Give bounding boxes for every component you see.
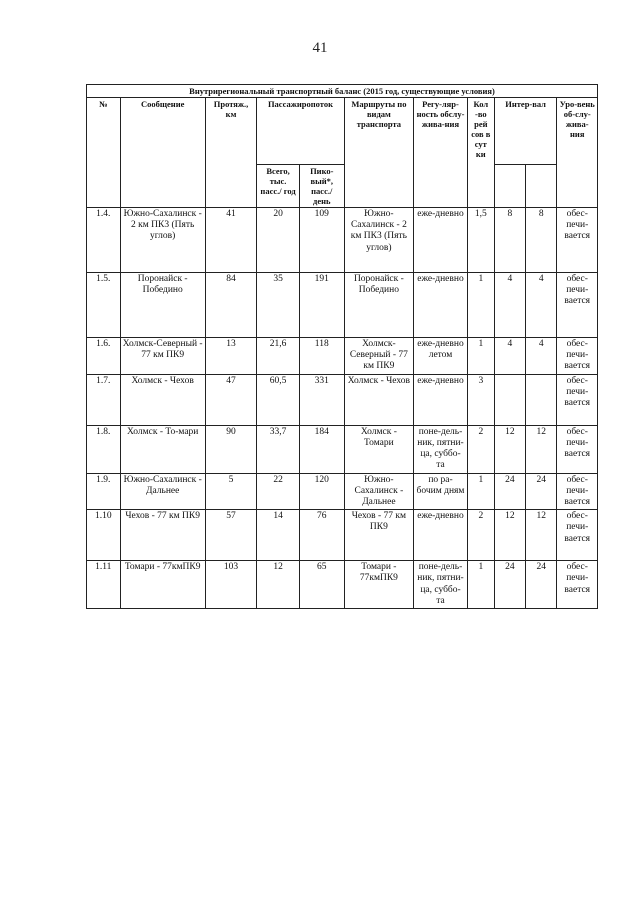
cell-connection: Поронайск - Победино (120, 273, 205, 338)
cell-peak: 65 (299, 561, 344, 609)
cell-trips: 1 (467, 473, 494, 510)
table-row (87, 510, 598, 561)
header-total: Всего, тыс. пасс./ год (257, 165, 300, 208)
cell-route: Южно-Сахалинск - Дальнее (344, 473, 413, 510)
cell-service: обес-печи-вается (557, 273, 598, 338)
cell-num: 1.8. (87, 425, 121, 473)
cell-interval-b (526, 374, 557, 425)
cell-trips: 1 (467, 561, 494, 609)
cell-interval-a (494, 374, 525, 425)
cell-length: 103 (205, 561, 257, 609)
cell-connection: Чехов - 77 км ПК9 (120, 510, 205, 561)
cell-connection: Холмск - То-мари (120, 425, 205, 473)
transport-balance-table (86, 84, 598, 609)
cell-regularity: поне-дель-ник, пятни-ца, суббо-та (414, 425, 468, 473)
cell-peak: 331 (299, 374, 344, 425)
cell-connection: Холмск-Северный - 77 км ПК9 (120, 338, 205, 375)
cell-total: 22 (257, 473, 300, 510)
cell-interval-b: 8 (526, 208, 557, 273)
cell-interval-a: 12 (494, 425, 525, 473)
cell-total: 12 (257, 561, 300, 609)
cell-num: 1.5. (87, 273, 121, 338)
cell-service: обес-печи-вается (557, 208, 598, 273)
cell-trips: 1 (467, 273, 494, 338)
cell-total: 14 (257, 510, 300, 561)
cell-num: 1.10 (87, 510, 121, 561)
cell-total: 21,6 (257, 338, 300, 375)
cell-trips: 1,5 (467, 208, 494, 273)
cell-interval-a: 24 (494, 473, 525, 510)
header-routes: Маршруты по видам транспорта (344, 98, 413, 208)
header-trips: Кол -во рей сов в сут ки (467, 98, 494, 208)
cell-service: обес-печи-вается (557, 473, 598, 510)
cell-trips: 1 (467, 338, 494, 375)
header-interval-a (494, 165, 525, 208)
table-title: Внутрирегиональный транспортный баланс (2015 год, существующие условия) (87, 85, 598, 98)
cell-regularity: еже-дневно летом (414, 338, 468, 375)
cell-length: 13 (205, 338, 257, 375)
cell-interval-b: 12 (526, 425, 557, 473)
cell-total: 33,7 (257, 425, 300, 473)
cell-num: 1.4. (87, 208, 121, 273)
header-service-level: Уро-вень об-слу-жива-ния (557, 98, 598, 208)
cell-regularity: еже-дневно (414, 510, 468, 561)
cell-interval-b: 12 (526, 510, 557, 561)
cell-service: обес-печи-вается (557, 510, 598, 561)
cell-num: 1.9. (87, 473, 121, 510)
cell-interval-a: 8 (494, 208, 525, 273)
cell-peak: 191 (299, 273, 344, 338)
cell-total: 20 (257, 208, 300, 273)
cell-service: обес-печи-вается (557, 425, 598, 473)
cell-trips: 3 (467, 374, 494, 425)
cell-interval-b: 24 (526, 473, 557, 510)
cell-regularity: еже-дневно (414, 208, 468, 273)
cell-peak: 120 (299, 473, 344, 510)
cell-interval-a: 12 (494, 510, 525, 561)
cell-connection: Южно-Сахалинск - Дальнее (120, 473, 205, 510)
cell-peak: 118 (299, 338, 344, 375)
cell-regularity: еже-дневно (414, 374, 468, 425)
table-row (87, 473, 598, 510)
header-peak: Пико-вый*, пасс./ день (299, 165, 344, 208)
cell-route: Холмск-Северный - 77 км ПК9 (344, 338, 413, 375)
cell-num: 1.6. (87, 338, 121, 375)
table-row (87, 374, 598, 425)
header-length: Протяж., км (205, 98, 257, 208)
cell-route: Чехов - 77 км ПК9 (344, 510, 413, 561)
cell-peak: 184 (299, 425, 344, 473)
cell-route: Поронайск - Победино (344, 273, 413, 338)
cell-interval-a: 4 (494, 338, 525, 375)
table-row (87, 425, 598, 473)
cell-service: обес-печи-вается (557, 561, 598, 609)
cell-interval-a: 24 (494, 561, 525, 609)
header-interval: Интер-вал (494, 98, 557, 165)
cell-service: обес-печи-вается (557, 338, 598, 375)
table-row (87, 273, 598, 338)
cell-interval-b: 4 (526, 273, 557, 338)
cell-num: 1.7. (87, 374, 121, 425)
cell-route: Холмск - Томари (344, 425, 413, 473)
cell-regularity: по ра-бочим дням (414, 473, 468, 510)
table-row (87, 208, 598, 273)
cell-length: 47 (205, 374, 257, 425)
cell-total: 60,5 (257, 374, 300, 425)
cell-interval-b: 4 (526, 338, 557, 375)
cell-route: Томари - 77кмПК9 (344, 561, 413, 609)
cell-route: Южно-Сахалинск - 2 км ПК3 (Пять углов) (344, 208, 413, 273)
table-row (87, 561, 598, 609)
cell-connection: Томари - 77кмПК9 (120, 561, 205, 609)
header-connection: Сообщение (120, 98, 205, 208)
cell-length: 57 (205, 510, 257, 561)
cell-length: 90 (205, 425, 257, 473)
cell-total: 35 (257, 273, 300, 338)
cell-length: 5 (205, 473, 257, 510)
cell-interval-a: 4 (494, 273, 525, 338)
cell-connection: Южно-Сахалинск - 2 км ПК3 (Пять углов) (120, 208, 205, 273)
cell-service: обес-печи-вается (557, 374, 598, 425)
cell-num: 1.11 (87, 561, 121, 609)
cell-regularity: поне-дель-ник, пятни-ца, суббо-та (414, 561, 468, 609)
header-num: № (87, 98, 121, 208)
header-interval-b (526, 165, 557, 208)
cell-interval-b: 24 (526, 561, 557, 609)
cell-length: 84 (205, 273, 257, 338)
cell-length: 41 (205, 208, 257, 273)
cell-regularity: еже-дневно (414, 273, 468, 338)
table-row (87, 338, 598, 375)
header-passenger-flow: Пассажиропоток (257, 98, 344, 165)
header-regularity: Регу-ляр-ность обслу-жива-ния (414, 98, 468, 208)
page-number: 41 (312, 40, 328, 56)
cell-route: Холмск - Чехов (344, 374, 413, 425)
cell-peak: 109 (299, 208, 344, 273)
cell-connection: Холмск - Чехов (120, 374, 205, 425)
cell-peak: 76 (299, 510, 344, 561)
cell-trips: 2 (467, 510, 494, 561)
cell-trips: 2 (467, 425, 494, 473)
